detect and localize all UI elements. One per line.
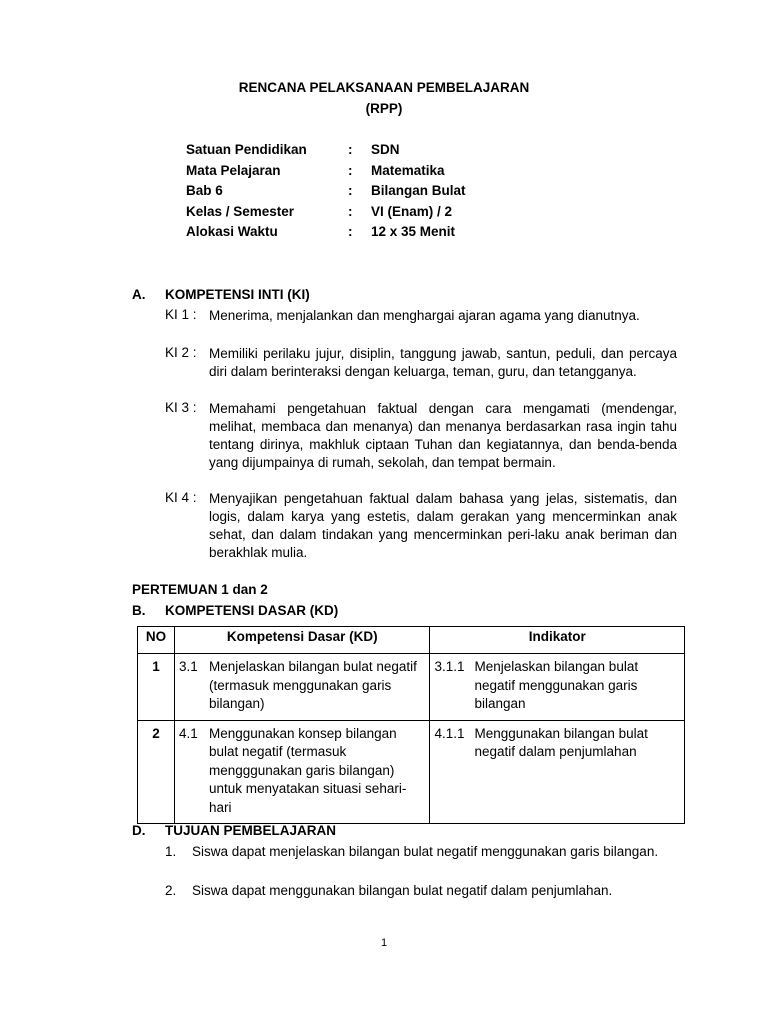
identity-row: [186, 163, 586, 184]
kd-text: Menjelaskan bilangan bulat negatif (termasuk menggunakan garis bilangan): [208, 659, 417, 711]
indicator-text: Menjelaskan bilangan bulat negatif menggunakan garis bilangan: [474, 659, 639, 711]
kd-cell: [174, 720, 430, 824]
column-header-kd: Kompetensi Dasar (KD): [174, 627, 430, 654]
row-number: 1: [138, 654, 175, 721]
identity-value: 12 x 35 Menit: [371, 224, 456, 240]
table-row: [138, 654, 685, 721]
ki-label: KI 1 :: [165, 307, 197, 322]
ki-item: [165, 345, 677, 381]
ki-text: Menyajikan pengetahuan faktual dalam bahasa yang jelas, sistematis, dan logis, dalam karya yang estetis, dalam gerakan yang mencerminkan anak sehat, dan dalam tindakan yang mencerminkan peri-laku anak beriman dan berakhlak mulia.: [209, 491, 677, 560]
goal-text: Siswa dapat menjelaskan bilangan bulat negatif menggunakan garis bilangan.: [192, 844, 659, 859]
identity-label: Mata Pelajaran: [186, 162, 281, 178]
section-title: TUJUAN PEMBELAJARAN: [165, 823, 337, 838]
table-header-row: [138, 627, 685, 654]
kd-table: [137, 626, 685, 824]
identity-value: Bilangan Bulat: [371, 183, 466, 199]
identity-block: [186, 142, 586, 245]
ki-text: Menerima, menjalankan dan menghargai ajaran agama yang dianutnya.: [209, 308, 640, 323]
ki-label: KI 4 :: [165, 490, 197, 505]
indicator-text: Menggunakan bilangan bulat negatif dalam penjumlahan: [474, 725, 648, 759]
identity-colon: :: [348, 224, 353, 240]
ki-label: KI 2 :: [165, 345, 197, 360]
kd-number: 4.1: [178, 725, 198, 741]
ki-text: Memahami pengetahuan faktual dengan cara mengamati (mendengar, melihat, membaca dan menanya) dan menanya berdasarkan rasa ingin tahu tentang dirinya, makhluk ciptaan Tuhan dan kegiatannya, dan benda-benda yang dijumpainya di rumah, sekolah, dan tempat bermain.: [209, 401, 677, 470]
goal-text: Siswa dapat menggunakan bilangan bulat negatif dalam penjumlahan.: [192, 883, 613, 898]
kd-cell: [174, 654, 430, 721]
goal-item: [165, 882, 685, 901]
ki-item: [165, 490, 677, 562]
indicator-cell: [430, 720, 685, 824]
identity-colon: :: [348, 183, 353, 199]
ki-item: [165, 400, 677, 472]
goal-number: 1.: [165, 844, 177, 859]
identity-colon: :: [348, 162, 353, 178]
indicator-number: 3.1.1: [434, 659, 465, 674]
section-letter: D.: [132, 823, 146, 838]
identity-label: Satuan Pendidikan: [186, 142, 307, 157]
section-title: KOMPETENSI INTI (KI): [165, 287, 310, 302]
table-row: [138, 720, 685, 824]
indicator-cell: [430, 654, 685, 721]
identity-label: Alokasi Waktu: [186, 224, 278, 240]
goal-number: 2.: [165, 883, 177, 898]
identity-label: Kelas / Semester: [186, 203, 295, 219]
document-subtitle: (RPP): [365, 101, 403, 116]
section-letter: B.: [132, 603, 146, 618]
identity-colon: :: [348, 203, 353, 219]
identity-row: [186, 183, 586, 204]
identity-label: Bab 6: [186, 183, 223, 199]
section-title: KOMPETENSI DASAR (KD): [165, 603, 339, 618]
ki-label: KI 3 :: [165, 400, 197, 415]
identity-value: Matematika: [371, 162, 445, 178]
page-number: 1: [380, 937, 388, 949]
meeting-label: PERTEMUAN 1 dan 2: [132, 582, 268, 597]
ki-text: Memiliki perilaku jujur, disiplin, tanggung jawab, santun, peduli, dan percaya diri dalam berinteraksi dengan keluarga, teman, guru, dan tetangganya.: [209, 346, 677, 379]
goal-item: [165, 843, 685, 862]
identity-value: VI (Enam) / 2: [371, 203, 453, 219]
identity-row: [186, 224, 586, 245]
identity-row: [186, 142, 586, 163]
document-title: RENCANA PELAKSANAAN PEMBELAJARAN: [238, 80, 530, 95]
identity-row: [186, 204, 586, 225]
column-header-indicator: Indikator: [430, 627, 685, 654]
section-letter: A.: [132, 287, 146, 302]
kd-number: 3.1: [178, 659, 198, 674]
column-header-no: NO: [138, 627, 175, 654]
row-number: 2: [138, 720, 175, 824]
identity-value: SDN: [371, 142, 400, 157]
identity-colon: :: [348, 142, 353, 157]
indicator-number: 4.1.1: [434, 725, 465, 741]
kd-text: Menggunakan konsep bilangan bulat negatif (termasuk mengggunakan garis bilangan) untuk menyatakan situasi sehari-hari: [208, 725, 407, 815]
ki-item: [165, 307, 677, 325]
